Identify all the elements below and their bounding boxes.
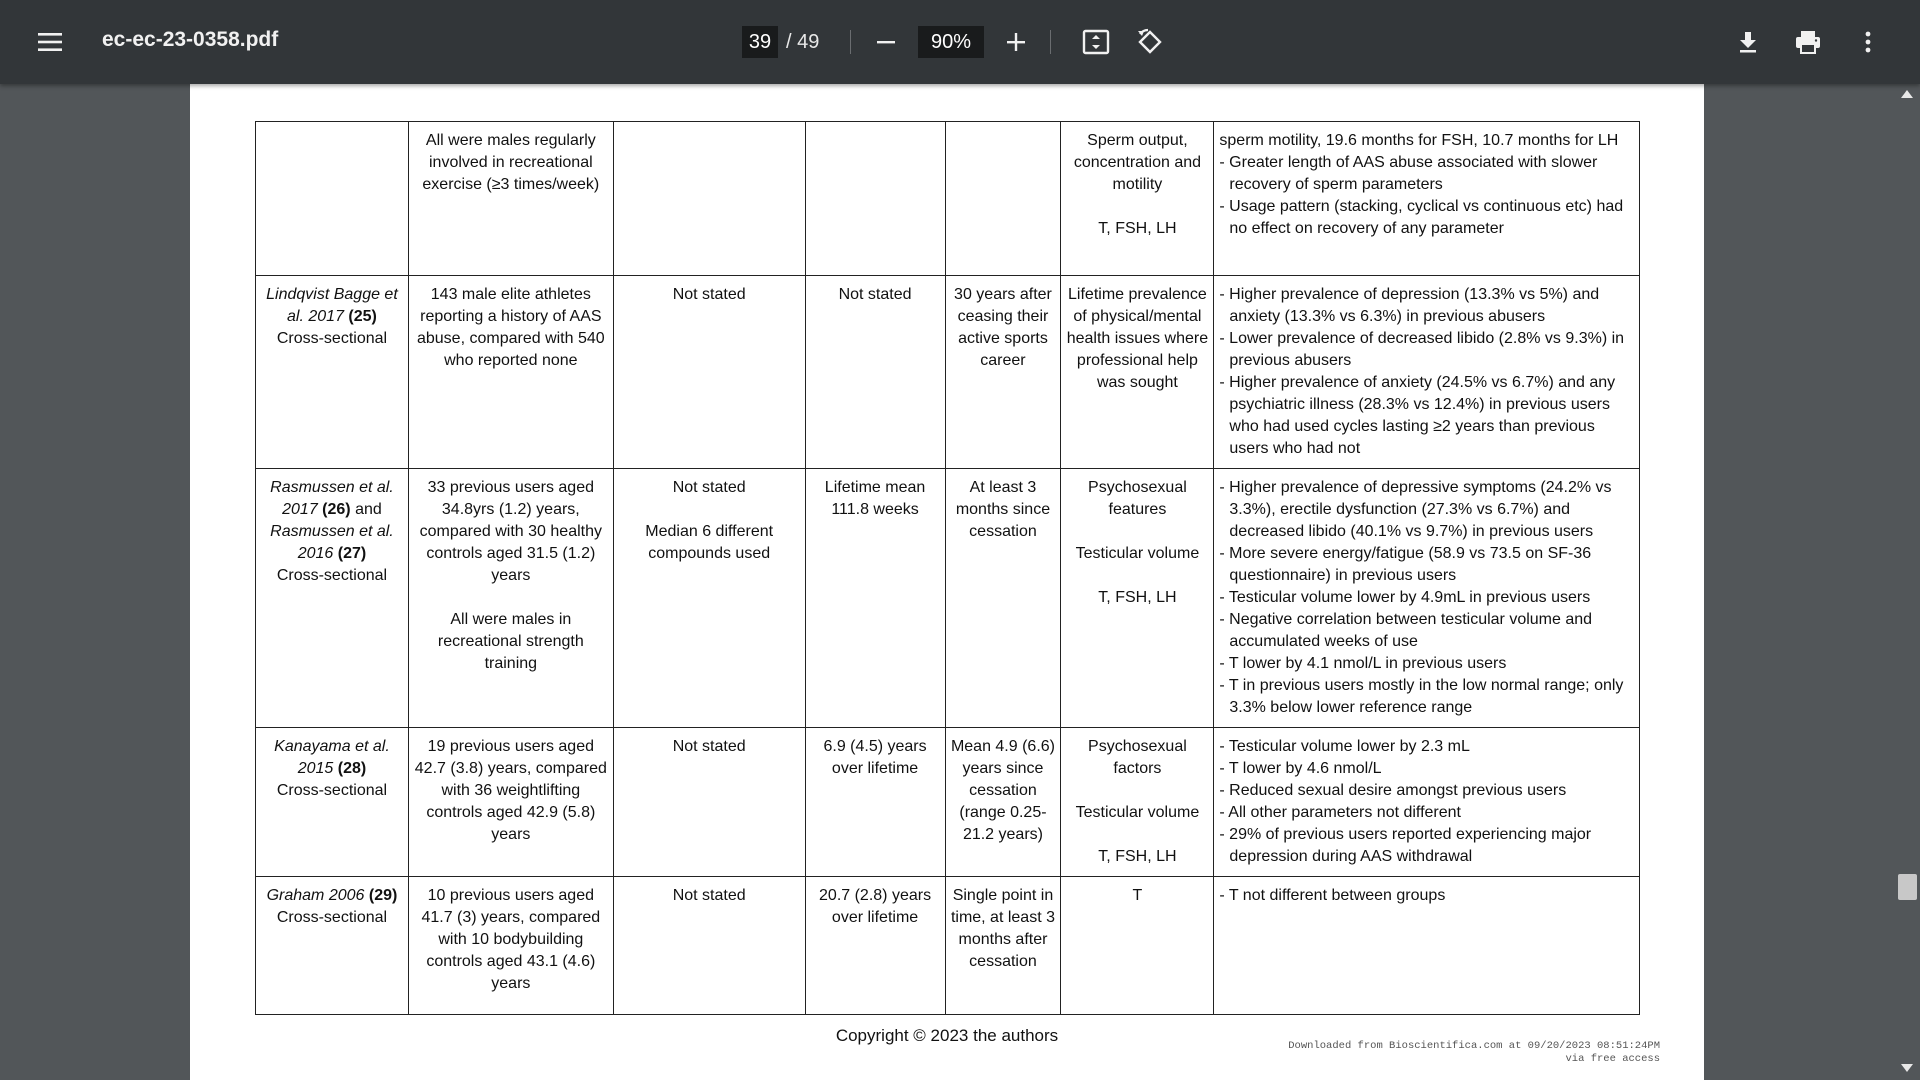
cell-outcomes: Psychosexual features Testicular volume T, FSH, LH xyxy=(1061,469,1214,728)
cell-results: - Testicular volume lower by 2.3 mL - T lower by 4.6 nmol/L - Reduced sexual desire amongst previous users - All other parameters not different - 29% of previous users reported experiencing major depression during AAS withdrawal xyxy=(1214,728,1640,877)
download-icon xyxy=(1737,30,1759,54)
more-actions-button[interactable] xyxy=(1844,18,1892,66)
cell-timing: Single point in time, at least 3 months after cessation xyxy=(945,877,1061,1015)
scroll-down-arrow-icon[interactable] xyxy=(1901,1064,1913,1072)
more-vertical-icon xyxy=(1864,30,1872,54)
table-row xyxy=(256,469,1640,728)
cell-study: Lindqvist Bagge et al. 2017 (25) Cross-sectional xyxy=(256,276,409,469)
zoom-level-input[interactable]: 90% xyxy=(918,26,984,58)
printer-icon xyxy=(1795,30,1821,54)
cell-duration: 6.9 (4.5) years over lifetime xyxy=(805,728,945,877)
cell-compounds: Not stated Median 6 different compounds used xyxy=(613,469,805,728)
cell-outcomes: T xyxy=(1061,877,1214,1015)
table-row xyxy=(256,276,1640,469)
page-number-input[interactable] xyxy=(742,26,778,58)
cell-timing: 30 years after ceasing their active sports career xyxy=(945,276,1061,469)
cell-participants: 33 previous users aged 34.8yrs (1.2) years, compared with 30 healthy controls aged 31.5 (1.2) years All were males in recreational strength training xyxy=(408,469,613,728)
cell-duration: Not stated xyxy=(805,276,945,469)
plus-icon xyxy=(1005,31,1027,53)
cell-study: Rasmussen et al. 2017 (26) and Rasmussen et al. 2016 (27) Cross-sectional xyxy=(256,469,409,728)
table-row xyxy=(256,122,1640,276)
page-selector xyxy=(742,26,819,58)
scroll-up-arrow-icon[interactable] xyxy=(1901,90,1913,98)
page-total: / 49 xyxy=(786,30,820,53)
cell-participants: 19 previous users aged 42.7 (3.8) years, compared with 36 weightlifting controls aged 42.9 (5.8) years xyxy=(408,728,613,877)
pdf-page xyxy=(190,84,1704,1080)
cell-timing xyxy=(945,122,1061,276)
cell-results: - Higher prevalence of depression (13.3% vs 5%) and anxiety (13.3% vs 6.3%) in previous abusers - Lower prevalence of decreased libido (2.8% vs 9.3%) in previous abusers - Higher prevalence of anxiety (24.5% vs 6.7%) and any psychiatric illness (28.3% vs 12.4%) in previous users who had used cycles lasting ≥2 years than previous users who had not xyxy=(1214,276,1640,469)
cell-participants: All were males regularly involved in recreational exercise (≥3 times/week) xyxy=(408,122,613,276)
vertical-scrollbar[interactable] xyxy=(1895,84,1920,1080)
toolbar-divider xyxy=(1050,30,1051,54)
document-title: ec-ec-23-0358.pdf xyxy=(102,28,279,51)
cell-compounds: Not stated xyxy=(613,728,805,877)
table-row xyxy=(256,877,1640,1015)
fit-to-page-button[interactable] xyxy=(1072,18,1120,66)
cell-compounds xyxy=(613,122,805,276)
cell-outcomes: Psychosexual factors Testicular volume T, FSH, LH xyxy=(1061,728,1214,877)
cell-study: Graham 2006 (29) Cross-sectional xyxy=(256,877,409,1015)
rotate-button[interactable] xyxy=(1126,18,1174,66)
fit-page-icon xyxy=(1082,29,1110,55)
zoom-in-button[interactable] xyxy=(992,18,1040,66)
cell-results: sperm motility, 19.6 months for FSH, 10.7 months for LH - Greater length of AAS abuse associated with slower recovery of sperm parameters - Usage pattern (stacking, cyclical vs continuous etc) had no effect on recovery of any parameter xyxy=(1214,122,1640,276)
cell-study xyxy=(256,122,409,276)
print-button[interactable] xyxy=(1784,18,1832,66)
cell-participants: 10 previous users aged 41.7 (3) years, compared with 10 bodybuilding controls aged 43.1 (4.6) years xyxy=(408,877,613,1015)
cell-timing: At least 3 months since cessation xyxy=(945,469,1061,728)
minus-icon xyxy=(875,31,897,53)
cell-timing: Mean 4.9 (6.6) years since cessation (range 0.25-21.2 years) xyxy=(945,728,1061,877)
menu-button[interactable] xyxy=(26,18,74,66)
download-button[interactable] xyxy=(1724,18,1772,66)
table-row xyxy=(256,728,1640,877)
hamburger-menu-icon xyxy=(37,32,63,52)
cell-study: Kanayama et al. 2015 (28) Cross-sectional xyxy=(256,728,409,877)
cell-outcomes: Lifetime prevalence of physical/mental health issues where professional help was sought xyxy=(1061,276,1214,469)
scrollbar-thumb[interactable] xyxy=(1898,874,1917,900)
cell-results: - Higher prevalence of depressive symptoms (24.2% vs 3.3%), erectile dysfunction (27.3% vs 6.7%) and decreased libido (40.1% vs 9.7%) in previous users - More severe energy/fatigue (58.9 vs 73.5 on SF-36 questionnaire) in previous users - Testicular volume lower by 4.9mL in previous users - Negative correlation between testicular volume and accumulated weeks of use - T lower by 4.1 nmol/L in previous users - T in previous users mostly in the low normal range; only 3.3% below lower reference range xyxy=(1214,469,1640,728)
pdf-toolbar xyxy=(0,0,1920,84)
cell-duration xyxy=(805,122,945,276)
rotate-counterclockwise-icon xyxy=(1136,28,1164,56)
cell-outcomes: Sperm output, concentration and motility T, FSH, LH xyxy=(1061,122,1214,276)
cell-duration: Lifetime mean 111.8 weeks xyxy=(805,469,945,728)
toolbar-divider xyxy=(850,30,851,54)
copyright-notice: Copyright © 2023 the authors xyxy=(835,1026,1059,1045)
cell-compounds: Not stated xyxy=(613,877,805,1015)
cell-results: - T not different between groups xyxy=(1214,877,1640,1015)
cell-compounds: Not stated xyxy=(613,276,805,469)
cell-participants: 143 male elite athletes reporting a history of AAS abuse, compared with 540 who reported none xyxy=(408,276,613,469)
studies-table xyxy=(255,121,1640,1015)
zoom-out-button[interactable] xyxy=(862,18,910,66)
download-watermark: Downloaded from Bioscientifica.com at 09/20/2023 08:51:24PM via free access xyxy=(1288,1040,1660,1065)
cell-duration: 20.7 (2.8) years over lifetime xyxy=(805,877,945,1015)
